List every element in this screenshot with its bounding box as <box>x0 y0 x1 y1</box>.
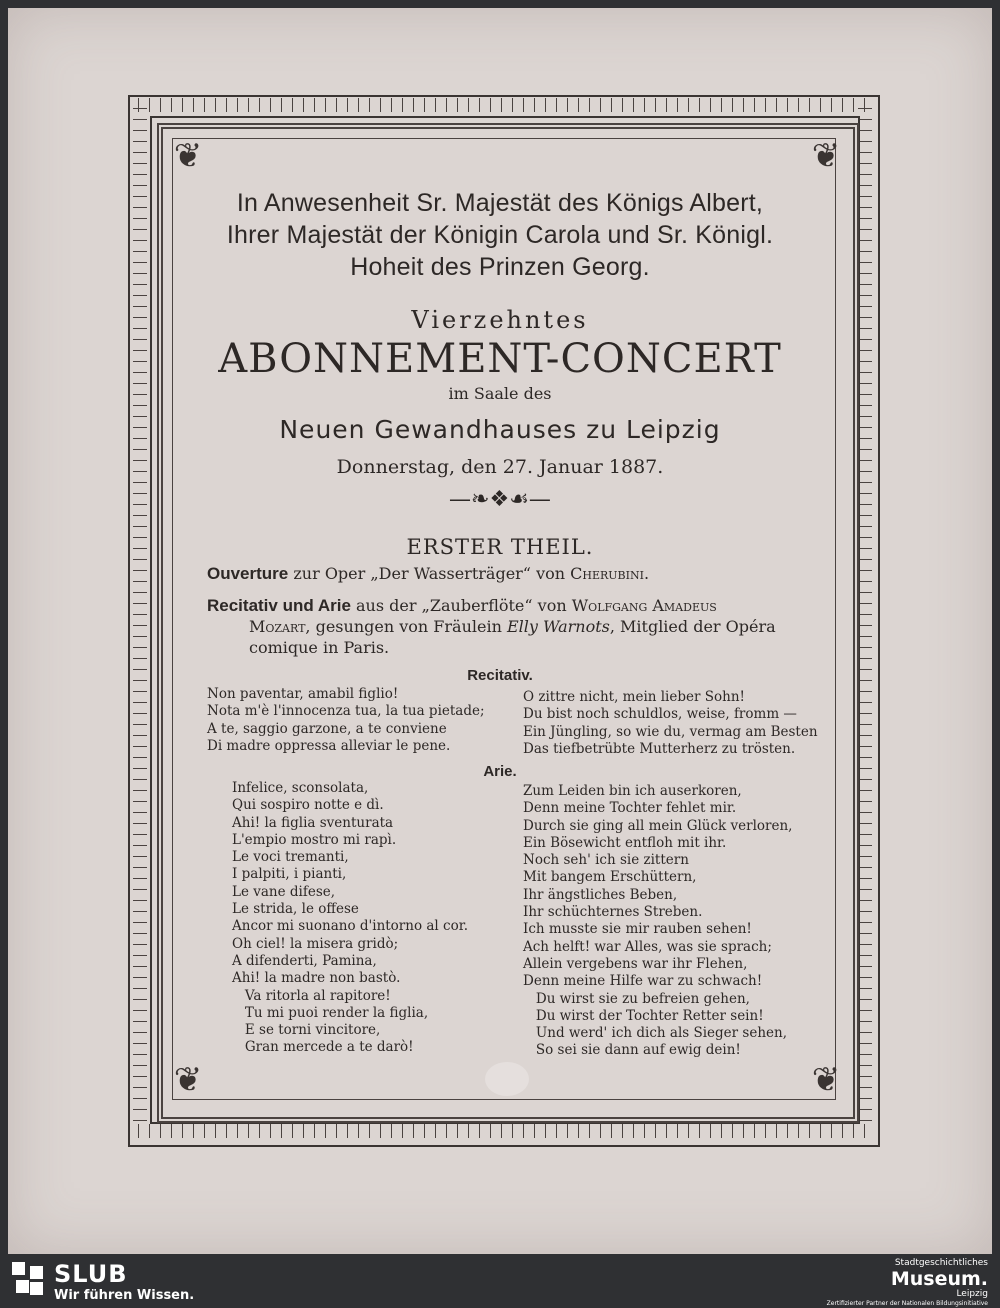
program-item-aria <box>207 595 827 658</box>
verse-line: Le vane difese, <box>232 883 336 900</box>
verse-line: Das tiefbetrübte Mutterherz zu trösten. <box>523 740 796 757</box>
verse-line: A te, saggio garzone, a te conviene <box>207 720 447 737</box>
verse-line: Zum Leiden bin ich auserkoren, <box>523 783 742 799</box>
museum-small-label: Stadtgeschichtliches <box>894 1258 988 1268</box>
verse-line: Non paventar, amabil figlio! <box>207 686 399 702</box>
verse-line: I palpiti, i pianti, <box>232 866 347 883</box>
item-text: , Mitglied der Opéra <box>609 617 776 636</box>
recitativ-italian <box>207 686 485 755</box>
verse-line: Ahi! la figlia sventurata <box>232 814 394 831</box>
verse-line: Ach helft! war Alles, was sie sprach; <box>523 938 772 955</box>
composer-surname: Mozart <box>249 617 306 636</box>
verse-line: Nota m'è l'innocenza tua, la tua pietade; <box>207 703 485 720</box>
verse-line: L'empio mostro mi rapì. <box>232 831 397 848</box>
slub-logo-icon <box>12 1262 44 1296</box>
corner-ornament-icon: ❦ <box>173 136 203 176</box>
verse-line: Ihr ängstliches Beben, <box>523 886 678 903</box>
verse-line: E se torni vincitore, <box>232 1022 381 1039</box>
corner-ornament-icon: ❦ <box>811 136 841 176</box>
verse-line: Du wirst sie zu befreien gehen, <box>523 990 750 1007</box>
patron-line: In Anwesenheit Sr. Majestät des Königs Albert, <box>236 189 764 217</box>
verse-line: Oh ciel! la misera gridò; <box>232 935 399 952</box>
verse-line: Ein Bösewicht entfloh mit ihr. <box>523 834 727 851</box>
arie-heading: Arie. <box>483 763 517 780</box>
concert-date: Donnerstag, den 27. Januar 1887. <box>336 456 664 478</box>
verse-line: Tu mi puoi render la figlia, <box>232 1004 429 1021</box>
verse-line: Ich musste sie mir rauben sehen! <box>523 921 752 938</box>
composer-name: Cherubini. <box>570 564 650 583</box>
verse-line: Ihr schüchternes Streben. <box>523 904 703 921</box>
item-label: Ouverture <box>207 564 289 583</box>
library-tagline: Wir führen Wissen. <box>54 1288 195 1303</box>
item-text: zur Oper „Der Wasserträger“ von <box>293 564 566 583</box>
verse-line: Allein vergebens war ihr Flehen, <box>523 955 748 972</box>
library-name: SLUB <box>54 1260 128 1288</box>
part-heading: ERSTER THEIL. <box>406 535 594 559</box>
singer-name: Elly Warnots <box>506 617 610 636</box>
patron-line: Ihrer Majestät der Königin Carola und Sr. Königl. <box>226 221 774 249</box>
corner-ornament-icon: ❦ <box>173 1060 203 1100</box>
venue-name: Neuen Gewandhauses zu Leipzig <box>279 415 721 444</box>
verse-line: So sei sie dann auf ewig dein! <box>523 1042 741 1059</box>
verse-line: Di madre oppressa alleviar le pene. <box>207 737 451 754</box>
concert-ordinal: Vierzehntes <box>411 306 589 334</box>
recitativ-german <box>523 689 818 758</box>
verse-line: Va ritorla al rapitore! <box>232 987 391 1004</box>
verse-line: Ancor mi suonano d'intorno al cor. <box>232 918 468 935</box>
verse-line: A difenderti, Pamina, <box>232 952 377 969</box>
verse-line: Qui sospiro notte e dì. <box>232 797 384 814</box>
verse-line: Denn meine Hilfe war zu schwach! <box>523 973 763 990</box>
verse-line: Le voci tremanti, <box>232 849 349 866</box>
museum-city: Leipzig <box>956 1289 988 1299</box>
venue-prefix: im Saale des <box>448 384 552 403</box>
recitativ-heading: Recitativ. <box>467 667 533 684</box>
verse-line: Ein Jüngling, so wie du, vermag am Besten <box>523 723 818 740</box>
verse-line: Gran mercede a te darò! <box>232 1039 414 1056</box>
concert-title: ABONNEMENT-CONCERT <box>218 336 782 382</box>
item-label: Recitativ und Arie <box>207 596 351 615</box>
museum-note: Zertifizierter Partner der Nationalen Bildungsinitiative <box>826 1300 988 1307</box>
verse-line: Infelice, sconsolata, <box>232 780 369 796</box>
museum-logo <box>808 1258 988 1308</box>
item-text: , gesungen von Fräulein <box>305 617 502 636</box>
verse-line: Le strida, le offese <box>232 901 359 918</box>
patron-line: Hoheit des Prinzen Georg. <box>350 253 650 281</box>
verse-line: Du bist noch schuldlos, weise, fromm — <box>523 706 797 723</box>
program-item-overture <box>207 563 827 584</box>
item-text: aus der „Zauberflöte“ von <box>356 596 567 615</box>
verse-line: Durch sie ging all mein Glück verloren, <box>523 817 793 834</box>
verse-line: O zittre nicht, mein lieber Sohn! <box>523 689 745 705</box>
verse-line: Mit bangem Erschüttern, <box>523 869 697 886</box>
verse-line: Und werd' ich dich als Sieger sehen, <box>523 1025 787 1042</box>
arie-italian <box>232 780 468 1057</box>
divider-ornament-icon: —❧❖☙— <box>449 487 551 512</box>
embossed-stamp <box>485 1062 529 1096</box>
composer-name: Wolfgang Amadeus <box>571 596 717 615</box>
corner-ornament-icon: ❦ <box>811 1060 841 1100</box>
museum-name: Museum. <box>890 1268 988 1290</box>
verse-line: Du wirst der Tochter Retter sein! <box>523 1007 764 1024</box>
verse-line: Ahi! la madre non bastò. <box>232 970 401 987</box>
verse-line: Noch seh' ich sie zittern <box>523 852 689 869</box>
arie-german <box>523 783 792 1060</box>
item-text: comique in Paris. <box>249 638 390 657</box>
verse-line: Denn meine Tochter fehlet mir. <box>523 800 737 817</box>
